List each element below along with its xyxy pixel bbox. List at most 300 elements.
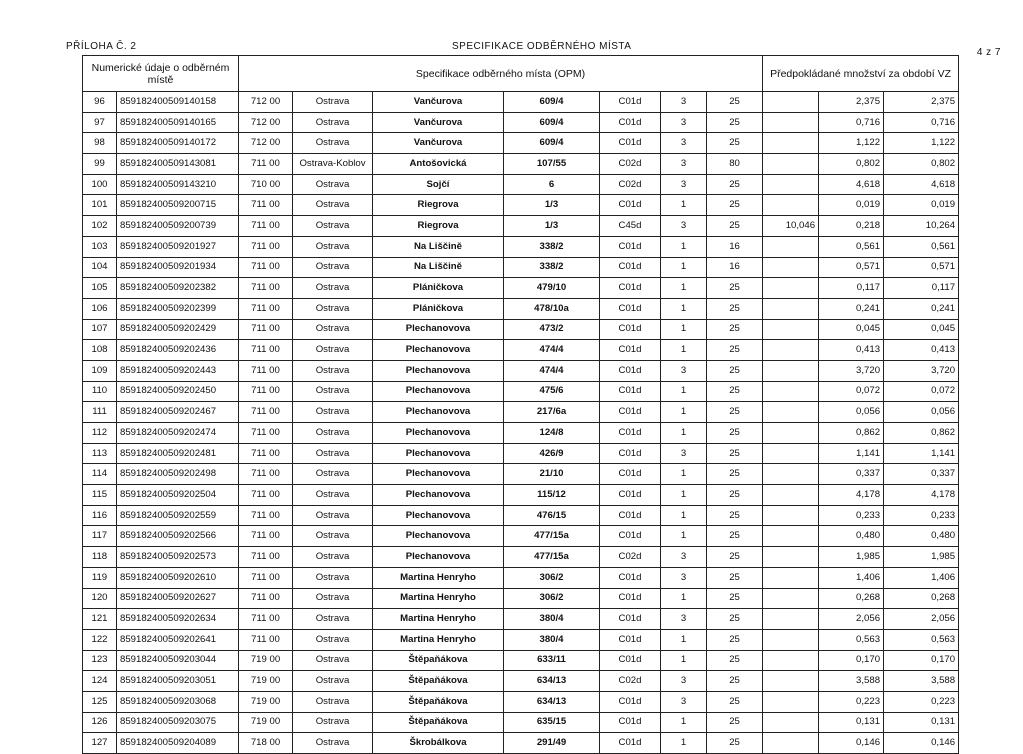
phase-count-cell: 1 — [661, 340, 707, 361]
city-cell: Ostrava — [293, 547, 373, 568]
quantity-high-cell — [763, 423, 819, 444]
tariff-cell: C02d — [600, 154, 661, 175]
quantity-total-cell: 0,716 — [884, 112, 959, 133]
quantity-high-cell — [763, 671, 819, 692]
quantity-low-cell: 1,406 — [819, 567, 884, 588]
quantity-total-cell: 0,563 — [884, 629, 959, 650]
city-cell: Ostrava — [293, 257, 373, 278]
quantity-total-cell: 2,375 — [884, 92, 959, 113]
city-cell: Ostrava — [293, 629, 373, 650]
postal-code-cell: 711 00 — [239, 526, 293, 547]
tariff-cell: C01d — [600, 650, 661, 671]
house-number-cell: 477/15a — [504, 526, 600, 547]
postal-code-cell: 711 00 — [239, 505, 293, 526]
city-cell: Ostrava — [293, 526, 373, 547]
ean-code-cell: 859182400509143210 — [117, 174, 239, 195]
quantity-low-cell: 0,170 — [819, 650, 884, 671]
postal-code-cell: 711 00 — [239, 443, 293, 464]
city-cell: Ostrava — [293, 691, 373, 712]
quantity-low-cell: 2,375 — [819, 92, 884, 113]
quantity-high-cell — [763, 712, 819, 733]
row-number-cell: 123 — [83, 650, 117, 671]
row-number-cell: 110 — [83, 381, 117, 402]
city-cell: Ostrava — [293, 360, 373, 381]
tariff-cell: C01d — [600, 319, 661, 340]
house-number-cell: 609/4 — [504, 133, 600, 154]
row-number-cell: 106 — [83, 298, 117, 319]
quantity-high-cell — [763, 650, 819, 671]
table-row — [83, 712, 959, 733]
house-number-cell: 635/15 — [504, 712, 600, 733]
quantity-low-cell: 0,561 — [819, 236, 884, 257]
city-cell: Ostrava — [293, 112, 373, 133]
row-number-cell: 100 — [83, 174, 117, 195]
table-row — [83, 485, 959, 506]
postal-code-cell: 711 00 — [239, 567, 293, 588]
house-number-cell: 217/6a — [504, 402, 600, 423]
quantity-low-cell: 0,571 — [819, 257, 884, 278]
city-cell: Ostrava — [293, 485, 373, 506]
house-number-cell: 477/15a — [504, 547, 600, 568]
quantity-high-cell — [763, 609, 819, 630]
quantity-high-cell — [763, 443, 819, 464]
phase-count-cell: 1 — [661, 319, 707, 340]
row-number-cell: 121 — [83, 609, 117, 630]
street-cell: Martina Henryho — [373, 588, 504, 609]
ean-code-cell: 859182400509203075 — [117, 712, 239, 733]
quantity-total-cell: 0,233 — [884, 505, 959, 526]
row-number-cell: 101 — [83, 195, 117, 216]
quantity-high-cell — [763, 485, 819, 506]
house-number-cell: 609/4 — [504, 92, 600, 113]
row-number-cell: 99 — [83, 154, 117, 175]
tariff-cell: C01d — [600, 278, 661, 299]
quantity-total-cell: 3,720 — [884, 360, 959, 381]
breaker-amps-cell: 25 — [707, 567, 763, 588]
quantity-total-cell: 0,480 — [884, 526, 959, 547]
breaker-amps-cell: 25 — [707, 423, 763, 444]
ean-code-cell: 859182400509200739 — [117, 216, 239, 237]
row-number-cell: 102 — [83, 216, 117, 237]
postal-code-cell: 719 00 — [239, 691, 293, 712]
specification-table — [82, 55, 959, 754]
quantity-total-cell: 10,264 — [884, 216, 959, 237]
quantity-low-cell: 0,862 — [819, 423, 884, 444]
row-number-cell: 118 — [83, 547, 117, 568]
quantity-high-cell: 10,046 — [763, 216, 819, 237]
quantity-low-cell: 1,141 — [819, 443, 884, 464]
breaker-amps-cell: 16 — [707, 236, 763, 257]
house-number-cell: 475/6 — [504, 381, 600, 402]
quantity-high-cell — [763, 691, 819, 712]
ean-code-cell: 859182400509202566 — [117, 526, 239, 547]
house-number-cell: 634/13 — [504, 671, 600, 692]
city-cell: Ostrava — [293, 650, 373, 671]
quantity-low-cell: 0,802 — [819, 154, 884, 175]
street-cell: Martina Henryho — [373, 629, 504, 650]
tariff-cell: C01d — [600, 257, 661, 278]
tariff-cell: C01d — [600, 423, 661, 444]
table-row — [83, 278, 959, 299]
postal-code-cell: 711 00 — [239, 154, 293, 175]
postal-code-cell: 711 00 — [239, 278, 293, 299]
street-cell: Plechanovova — [373, 505, 504, 526]
phase-count-cell: 3 — [661, 216, 707, 237]
street-cell: Plechanovova — [373, 381, 504, 402]
quantity-low-cell: 0,413 — [819, 340, 884, 361]
city-cell: Ostrava — [293, 733, 373, 754]
breaker-amps-cell: 25 — [707, 464, 763, 485]
tariff-cell: C01d — [600, 588, 661, 609]
phase-count-cell: 3 — [661, 547, 707, 568]
table-row — [83, 526, 959, 547]
tariff-cell: C01d — [600, 485, 661, 506]
postal-code-cell: 711 00 — [239, 236, 293, 257]
city-cell: Ostrava — [293, 236, 373, 257]
row-number-cell: 103 — [83, 236, 117, 257]
quantity-high-cell — [763, 526, 819, 547]
quantity-low-cell: 0,045 — [819, 319, 884, 340]
breaker-amps-cell: 25 — [707, 547, 763, 568]
city-cell: Ostrava — [293, 402, 373, 423]
tariff-cell: C01d — [600, 609, 661, 630]
phase-count-cell: 1 — [661, 464, 707, 485]
quantity-low-cell: 0,218 — [819, 216, 884, 237]
quantity-high-cell — [763, 567, 819, 588]
tariff-cell: C01d — [600, 112, 661, 133]
house-number-cell: 21/10 — [504, 464, 600, 485]
table-row — [83, 609, 959, 630]
breaker-amps-cell: 16 — [707, 257, 763, 278]
tariff-cell: C01d — [600, 340, 661, 361]
postal-code-cell: 711 00 — [239, 340, 293, 361]
quantity-total-cell: 0,131 — [884, 712, 959, 733]
quantity-total-cell: 1,985 — [884, 547, 959, 568]
quantity-total-cell: 0,802 — [884, 154, 959, 175]
postal-code-cell: 719 00 — [239, 650, 293, 671]
row-number-cell: 117 — [83, 526, 117, 547]
street-cell: Vančurova — [373, 92, 504, 113]
postal-code-cell: 711 00 — [239, 402, 293, 423]
quantity-low-cell: 0,233 — [819, 505, 884, 526]
tariff-cell: C01d — [600, 464, 661, 485]
breaker-amps-cell: 25 — [707, 650, 763, 671]
breaker-amps-cell: 25 — [707, 712, 763, 733]
quantity-total-cell: 4,618 — [884, 174, 959, 195]
ean-code-cell: 859182400509202573 — [117, 547, 239, 568]
phase-count-cell: 1 — [661, 629, 707, 650]
row-number-cell: 115 — [83, 485, 117, 506]
street-cell: Riegrova — [373, 195, 504, 216]
postal-code-cell: 719 00 — [239, 712, 293, 733]
tariff-cell: C01d — [600, 505, 661, 526]
tariff-cell: C01d — [600, 526, 661, 547]
phase-count-cell: 1 — [661, 423, 707, 444]
table-row — [83, 402, 959, 423]
ean-code-cell: 859182400509140165 — [117, 112, 239, 133]
ean-code-cell: 859182400509202467 — [117, 402, 239, 423]
quantity-high-cell — [763, 505, 819, 526]
quantity-high-cell — [763, 154, 819, 175]
quantity-low-cell: 3,720 — [819, 360, 884, 381]
quantity-total-cell: 0,862 — [884, 423, 959, 444]
quantity-low-cell: 0,268 — [819, 588, 884, 609]
postal-code-cell: 711 00 — [239, 381, 293, 402]
city-cell: Ostrava — [293, 505, 373, 526]
quantity-high-cell — [763, 588, 819, 609]
street-cell: Na Liščině — [373, 236, 504, 257]
street-cell: Plechanovova — [373, 402, 504, 423]
tariff-cell: C02d — [600, 671, 661, 692]
quantity-total-cell: 0,337 — [884, 464, 959, 485]
breaker-amps-cell: 25 — [707, 609, 763, 630]
quantity-low-cell: 0,146 — [819, 733, 884, 754]
header-quantity: Předpokládané množství za období VZ — [763, 56, 959, 92]
breaker-amps-cell: 25 — [707, 112, 763, 133]
postal-code-cell: 711 00 — [239, 588, 293, 609]
phase-count-cell: 3 — [661, 154, 707, 175]
ean-code-cell: 859182400509201927 — [117, 236, 239, 257]
phase-count-cell: 1 — [661, 505, 707, 526]
house-number-cell: 609/4 — [504, 112, 600, 133]
breaker-amps-cell: 25 — [707, 360, 763, 381]
house-number-cell: 338/2 — [504, 236, 600, 257]
table-row — [83, 650, 959, 671]
table-row — [83, 360, 959, 381]
street-cell: Na Liščině — [373, 257, 504, 278]
city-cell: Ostrava — [293, 588, 373, 609]
row-number-cell: 98 — [83, 133, 117, 154]
row-number-cell: 113 — [83, 443, 117, 464]
phase-count-cell: 1 — [661, 712, 707, 733]
row-number-cell: 127 — [83, 733, 117, 754]
quantity-low-cell: 4,178 — [819, 485, 884, 506]
table-row — [83, 464, 959, 485]
quantity-low-cell: 1,122 — [819, 133, 884, 154]
breaker-amps-cell: 25 — [707, 381, 763, 402]
quantity-low-cell: 0,117 — [819, 278, 884, 299]
ean-code-cell: 859182400509202382 — [117, 278, 239, 299]
house-number-cell: 306/2 — [504, 588, 600, 609]
row-number-cell: 111 — [83, 402, 117, 423]
quantity-total-cell: 0,056 — [884, 402, 959, 423]
city-cell: Ostrava — [293, 464, 373, 485]
tariff-cell: C01d — [600, 360, 661, 381]
breaker-amps-cell: 25 — [707, 216, 763, 237]
house-number-cell: 338/2 — [504, 257, 600, 278]
city-cell: Ostrava — [293, 712, 373, 733]
table-row — [83, 195, 959, 216]
quantity-total-cell: 0,146 — [884, 733, 959, 754]
ean-code-cell: 859182400509202450 — [117, 381, 239, 402]
quantity-total-cell: 0,223 — [884, 691, 959, 712]
house-number-cell: 380/4 — [504, 629, 600, 650]
phase-count-cell: 3 — [661, 133, 707, 154]
row-number-cell: 125 — [83, 691, 117, 712]
phase-count-cell: 3 — [661, 443, 707, 464]
postal-code-cell: 718 00 — [239, 733, 293, 754]
house-number-cell: 474/4 — [504, 340, 600, 361]
phase-count-cell: 3 — [661, 691, 707, 712]
breaker-amps-cell: 80 — [707, 154, 763, 175]
quantity-high-cell — [763, 464, 819, 485]
phase-count-cell: 1 — [661, 257, 707, 278]
table-row — [83, 671, 959, 692]
ean-code-cell: 859182400509202474 — [117, 423, 239, 444]
city-cell: Ostrava — [293, 567, 373, 588]
street-cell: Pláničkova — [373, 278, 504, 299]
quantity-high-cell — [763, 133, 819, 154]
phase-count-cell: 1 — [661, 381, 707, 402]
quantity-high-cell — [763, 360, 819, 381]
quantity-high-cell — [763, 319, 819, 340]
postal-code-cell: 711 00 — [239, 298, 293, 319]
ean-code-cell: 859182400509203051 — [117, 671, 239, 692]
breaker-amps-cell: 25 — [707, 133, 763, 154]
tariff-cell: C45d — [600, 216, 661, 237]
quantity-total-cell: 0,117 — [884, 278, 959, 299]
appendix-label: PŘÍLOHA Č. 2 — [66, 41, 137, 52]
ean-code-cell: 859182400509140172 — [117, 133, 239, 154]
quantity-total-cell: 1,406 — [884, 567, 959, 588]
street-cell: Riegrova — [373, 216, 504, 237]
phase-count-cell: 3 — [661, 92, 707, 113]
tariff-cell: C01d — [600, 236, 661, 257]
quantity-high-cell — [763, 112, 819, 133]
postal-code-cell: 711 00 — [239, 257, 293, 278]
tariff-cell: C01d — [600, 691, 661, 712]
row-number-cell: 108 — [83, 340, 117, 361]
city-cell: Ostrava — [293, 381, 373, 402]
street-cell: Štěpaňákova — [373, 712, 504, 733]
tariff-cell: C02d — [600, 547, 661, 568]
house-number-cell: 306/2 — [504, 567, 600, 588]
row-number-cell: 105 — [83, 278, 117, 299]
street-cell: Plechanovova — [373, 360, 504, 381]
house-number-cell: 426/9 — [504, 443, 600, 464]
row-number-cell: 119 — [83, 567, 117, 588]
breaker-amps-cell: 25 — [707, 340, 763, 361]
postal-code-cell: 711 00 — [239, 360, 293, 381]
table-row — [83, 112, 959, 133]
postal-code-cell: 712 00 — [239, 92, 293, 113]
quantity-low-cell: 1,985 — [819, 547, 884, 568]
document-title: SPECIFIKACE ODBĚRNÉHO MÍSTA — [452, 41, 632, 52]
quantity-high-cell — [763, 174, 819, 195]
table-row — [83, 691, 959, 712]
house-number-cell: 474/4 — [504, 360, 600, 381]
city-cell: Ostrava-Koblov — [293, 154, 373, 175]
city-cell: Ostrava — [293, 443, 373, 464]
street-cell: Pláničkova — [373, 298, 504, 319]
breaker-amps-cell: 25 — [707, 298, 763, 319]
tariff-cell: C01d — [600, 567, 661, 588]
quantity-low-cell: 0,056 — [819, 402, 884, 423]
city-cell: Ostrava — [293, 609, 373, 630]
breaker-amps-cell: 25 — [707, 588, 763, 609]
table-row — [83, 298, 959, 319]
city-cell: Ostrava — [293, 278, 373, 299]
table-row — [83, 629, 959, 650]
table-row — [83, 733, 959, 754]
table-row — [83, 257, 959, 278]
ean-code-cell: 859182400509202634 — [117, 609, 239, 630]
table-row — [83, 567, 959, 588]
postal-code-cell: 719 00 — [239, 671, 293, 692]
tariff-cell: C01d — [600, 629, 661, 650]
table-row — [83, 547, 959, 568]
postal-code-cell: 711 00 — [239, 216, 293, 237]
breaker-amps-cell: 25 — [707, 402, 763, 423]
breaker-amps-cell: 25 — [707, 485, 763, 506]
quantity-total-cell: 0,413 — [884, 340, 959, 361]
quantity-total-cell: 0,241 — [884, 298, 959, 319]
quantity-high-cell — [763, 733, 819, 754]
quantity-high-cell — [763, 402, 819, 423]
house-number-cell: 476/15 — [504, 505, 600, 526]
quantity-total-cell: 0,571 — [884, 257, 959, 278]
table-row — [83, 154, 959, 175]
quantity-high-cell — [763, 257, 819, 278]
breaker-amps-cell: 25 — [707, 278, 763, 299]
quantity-total-cell: 0,268 — [884, 588, 959, 609]
quantity-total-cell: 4,178 — [884, 485, 959, 506]
postal-code-cell: 711 00 — [239, 464, 293, 485]
table-row — [83, 319, 959, 340]
quantity-low-cell: 3,588 — [819, 671, 884, 692]
city-cell: Ostrava — [293, 92, 373, 113]
postal-code-cell: 711 00 — [239, 547, 293, 568]
street-cell: Štěpaňákova — [373, 691, 504, 712]
phase-count-cell: 1 — [661, 588, 707, 609]
quantity-low-cell: 0,563 — [819, 629, 884, 650]
house-number-cell: 291/49 — [504, 733, 600, 754]
postal-code-cell: 711 00 — [239, 629, 293, 650]
street-cell: Škrobálkova — [373, 733, 504, 754]
quantity-high-cell — [763, 298, 819, 319]
city-cell: Ostrava — [293, 319, 373, 340]
quantity-high-cell — [763, 340, 819, 361]
quantity-high-cell — [763, 381, 819, 402]
table-row — [83, 133, 959, 154]
quantity-low-cell: 0,019 — [819, 195, 884, 216]
quantity-high-cell — [763, 278, 819, 299]
ean-code-cell: 859182400509201934 — [117, 257, 239, 278]
ean-code-cell: 859182400509202610 — [117, 567, 239, 588]
ean-code-cell: 859182400509202399 — [117, 298, 239, 319]
table-row — [83, 216, 959, 237]
quantity-high-cell — [763, 547, 819, 568]
postal-code-cell: 711 00 — [239, 609, 293, 630]
quantity-high-cell — [763, 92, 819, 113]
phase-count-cell: 1 — [661, 485, 707, 506]
quantity-low-cell: 0,337 — [819, 464, 884, 485]
table-row — [83, 505, 959, 526]
quantity-low-cell: 0,223 — [819, 691, 884, 712]
house-number-cell: 6 — [504, 174, 600, 195]
ean-code-cell: 859182400509202481 — [117, 443, 239, 464]
row-number-cell: 96 — [83, 92, 117, 113]
phase-count-cell: 1 — [661, 236, 707, 257]
ean-code-cell: 859182400509203068 — [117, 691, 239, 712]
header-numeric-data: Numerické údaje o odběrném místě — [83, 56, 239, 92]
breaker-amps-cell: 25 — [707, 733, 763, 754]
ean-code-cell: 859182400509202504 — [117, 485, 239, 506]
phase-count-cell: 1 — [661, 298, 707, 319]
row-number-cell: 122 — [83, 629, 117, 650]
phase-count-cell: 1 — [661, 526, 707, 547]
ean-code-cell: 859182400509204089 — [117, 733, 239, 754]
